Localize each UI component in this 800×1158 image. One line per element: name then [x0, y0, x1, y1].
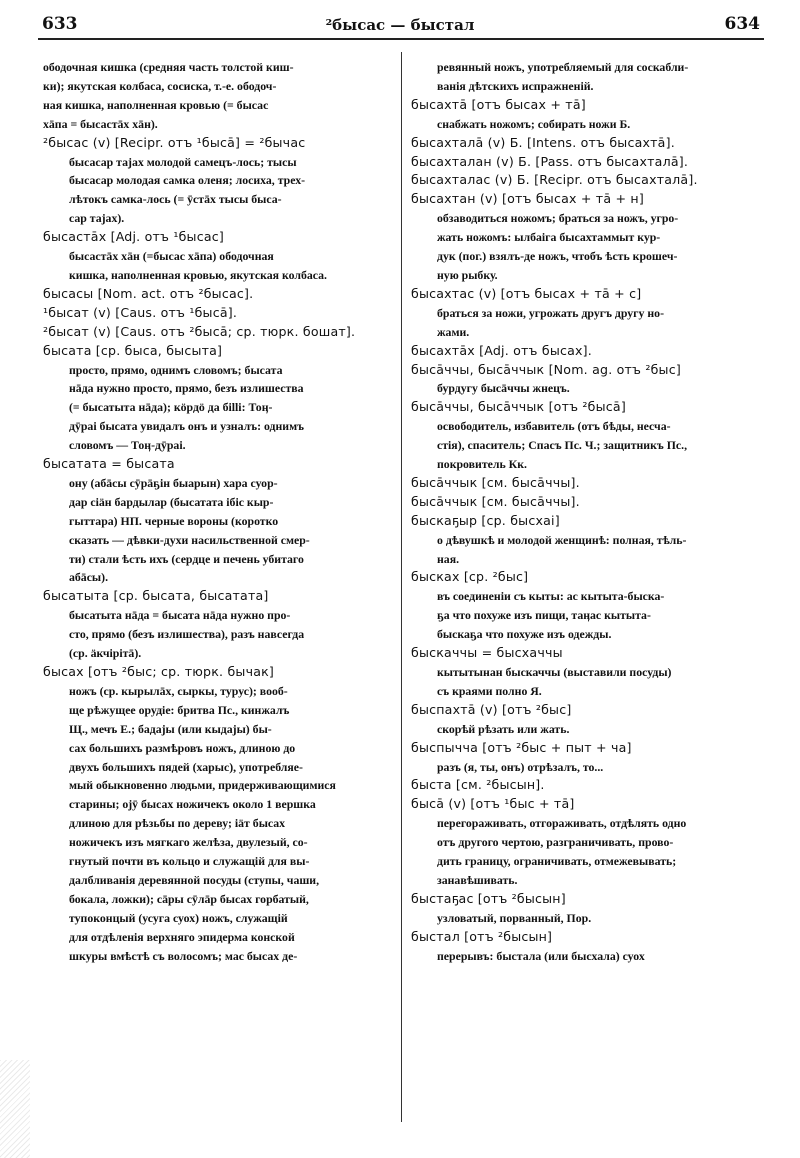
page-edge-shadow: [0, 1060, 30, 1158]
entry-text-line: тупоконцый (усуга суох) ножъ, служащій: [69, 910, 288, 925]
entry-text-line: бысасар тајах молодой самецъ-лось; тысы: [69, 154, 297, 169]
entry-headword-line: бысāччы, бысāччык [Nom. ag. отъ ²быс]: [411, 361, 681, 377]
entry-text-line: ножъ (ср. кырылāх, сыркы, турус); вооб-: [69, 683, 288, 698]
entry-headword-line: бысахталас (v) Б. [Recipr. отъ бысахталā].: [411, 172, 698, 188]
entry-text-line: скорѣй рѣзать или жать.: [437, 721, 570, 736]
entry-headword-line: быстаҕас [отъ ²бысын]: [411, 890, 566, 906]
entry-headword-line: бысāччык [см. бысāччы].: [411, 493, 580, 509]
running-head: ²бысас — быстал: [325, 16, 475, 34]
entry-text-line: двухъ большихъ пядей (харыс), употребляе-: [69, 759, 303, 774]
entry-text-line: о дѣвушкѣ и молодой женщинѣ: полная, тѣль-: [437, 532, 687, 547]
entry-headword-line: ¹бысат (v) [Caus. отъ ¹бысā].: [43, 304, 238, 320]
entry-text-line: жами.: [437, 324, 470, 339]
entry-text-line: (= бысатыта нāда); кӧрдӧ да біllі: Тоӊ-: [69, 400, 273, 415]
entry-text-line: отъ другого чертою, разграничивать, прово-: [437, 835, 674, 850]
entry-text-line: сказать — дѣвки-духи насильственной смер-: [69, 532, 310, 547]
entry-headword-line: бысата [ср. быса, бысыта]: [43, 342, 223, 358]
entry-text-line: Щ., мечъ Е.; бадаjы (или кыдаjы) бы-: [69, 721, 272, 736]
page-header: [0, 10, 800, 40]
entry-text-line: ная.: [437, 551, 460, 566]
entry-text-line: съ краями полно Я.: [437, 683, 542, 698]
entry-headword-line: бысāччы, бысāччык [отъ ²бысā]: [411, 399, 626, 415]
entry-headword-line: бысахталан (v) Б. [Pass. отъ бысахталā].: [411, 153, 689, 169]
column-divider: [401, 52, 402, 1122]
entry-text-line: занавѣшивать.: [437, 872, 518, 887]
entry-headword-line: бысатыта [ср. бысата, бысатата]: [43, 588, 269, 604]
entry-headword-line: бысахтā [отъ бысах + тā]: [411, 96, 586, 112]
entry-text-line: ревянный ножъ, употребляемый для соскабли-: [437, 60, 689, 74]
entry-text-line: ки); якутская колбаса, сосиска, т.-е. ободоч-: [43, 78, 277, 93]
entry-headword-line: быспычча [отъ ²быс + пыт + ча]: [411, 739, 632, 755]
entry-text-line: (ср. äкчірітā).: [69, 646, 142, 661]
entry-text-line: хāпа = бысастāх хāн).: [43, 116, 158, 131]
entry-headword-line: ²бысат (v) [Caus. отъ ²бысā; ср. тюрк. бошат].: [43, 323, 356, 339]
entry-text-line: дар сіäн бардылар (бысатата ібіс кыр-: [69, 494, 274, 509]
entry-text-line: бурдугу бысāччы жнецъ.: [437, 381, 570, 396]
entry-text-line: бысасар молодая самка оленя; лосиха, трех-: [69, 173, 306, 188]
entry-text-line: узловатый, порванный, Пор.: [437, 910, 592, 925]
entry-text-line: бокала, ложки); сāры сӯлāр бысах горбатый,: [69, 891, 309, 906]
entry-text-line: абāсы).: [69, 570, 109, 585]
entry-text-line: нāда нужно просто, прямо, безъ излишества: [69, 381, 304, 396]
entry-text-line: въ соединеніи съ кыты: ас кытыта-быска-: [437, 589, 665, 604]
entry-headword-line: бысатата = бысата: [43, 456, 175, 472]
entry-text-line: освободитель, избавитель (отъ бѣды, несча-: [437, 419, 671, 434]
entry-text-line: длиною для рѣзьбы по дереву; іäт бысах: [69, 816, 286, 831]
entry-headword-line: бысахталā (v) Б. [Intens. отъ бысахтā].: [411, 134, 675, 150]
entry-headword-line: бысахтан (v) [отъ бысах + тā + н]: [411, 191, 644, 207]
entry-headword-line: быскаҕыр [ср. бысхаі]: [411, 512, 560, 528]
entry-text-line: сар тајах).: [69, 211, 125, 226]
entry-text-line: покровитель Кк.: [437, 457, 527, 472]
entry-text-line: снабжать ножомъ; собирать ножи Б.: [437, 116, 631, 131]
entry-text-line: ванія дѣтскихъ испражненій.: [437, 78, 594, 93]
entry-text-line: браться за ножи, угрожать другъ другу но-: [437, 305, 664, 320]
entry-text-line: дӯраі бысата увидалъ онъ и узналъ: однимъ: [69, 419, 305, 434]
entry-text-line: словомъ — Тоӊ-дӯраі.: [69, 438, 186, 453]
entry-text-line: лѣтокъ самка-лось (= ӯстāх тысы быса-: [69, 192, 282, 207]
header-rule: [38, 38, 764, 40]
entry-headword-line: ²бысас (v) [Recipr. отъ ¹бысā] = ²бычас: [43, 134, 306, 150]
entry-text-line: жать ножомъ: ылбаіга бысахтаммыт кур-: [437, 230, 661, 245]
entry-text-line: ти) стали ѣсть ихъ (сердце и печень убитаго: [69, 551, 304, 566]
entry-text-line: ободочная кишка (средняя часть толстой киш-: [43, 60, 294, 74]
entry-text-line: дук (пог.) взялъ-де ножъ, чтобъ ѣсть крошеч-: [437, 249, 678, 264]
entry-text-line: разъ (я, ты, онъ) отрѣзалъ, то...: [437, 759, 604, 774]
entry-headword-line: бысастāх [Adj. отъ ¹бысас]: [43, 229, 224, 245]
entry-text-line: ная кишка, наполненная кровью (= бысас: [43, 97, 269, 112]
entry-text-line: быскаҕа что похуже изъ одежды.: [437, 627, 612, 642]
entry-text-line: кытытынан быскаччы (выставили посуды): [437, 665, 672, 679]
right-page-number: 634: [724, 14, 760, 34]
entry-text-line: просто, прямо, однимъ словомъ; бысата: [69, 362, 283, 377]
entry-text-line: старины; оjӯ бысах ножичекъ около 1 вершка: [69, 797, 316, 812]
left-column: [43, 58, 393, 966]
entry-headword-line: быста [см. ²бысын].: [411, 777, 545, 793]
left-page-number: 633: [42, 14, 78, 34]
entry-text-line: ще рѣжущее орудіе: бритва Пс., кинжалъ: [69, 702, 290, 717]
entry-text-line: бысатыта нāда = бысата нāда нужно про-: [69, 608, 291, 623]
entry-text-line: ножичекъ изъ мягкаго желѣза, двулезый, со-: [69, 835, 308, 850]
entry-text-line: дить границу, ограничивать, отмежевывать;: [437, 854, 677, 869]
right-column: [411, 58, 761, 966]
entry-text-line: гыттара) НП. черные вороны (коротко: [69, 513, 279, 528]
entry-headword-line: быскаччы = бысхаччы: [411, 645, 563, 661]
entry-headword-line: бысā (v) [отъ ¹быс + тā]: [411, 796, 575, 812]
entry-text-line: кишка, наполненная кровью, якутская колбаса.: [69, 267, 327, 282]
entry-text-line: бысастāх хāн (=бысас хāпа) ободочная: [69, 249, 274, 264]
entry-text-line: перерывъ: быстала (или бысхала) суох: [437, 948, 645, 963]
entry-text-line: сто, прямо (безъ излишества), разъ навсегда: [69, 627, 305, 642]
entry-text-line: шкуры вмѣстѣ съ волосомъ; мас бысах де-: [69, 948, 298, 963]
entry-text-line: гнутый почти въ кольцо и служащій для вы-: [69, 854, 310, 869]
entry-headword-line: быстал [отъ ²бысын]: [411, 928, 553, 944]
entry-headword-line: бысахтас (v) [отъ бысах + тā + с]: [411, 285, 642, 301]
entry-text-line: сах большихъ размѣровъ ножъ, длиною до: [69, 740, 296, 755]
entry-text-line: ную рыбку.: [437, 267, 498, 282]
entry-headword-line: быскаx [ср. ²быс]: [411, 569, 529, 585]
entry-headword-line: бысāччык [см. бысāччы].: [411, 474, 580, 490]
entry-text-line: мый обыкновенно людьми, придерживающимися: [69, 778, 336, 793]
entry-text-line: ҕа что похуже изъ пищи, таӊас кытыта-: [437, 608, 651, 623]
entry-text-line: перегораживать, отгораживать, отдѣлять одно: [437, 816, 687, 831]
entry-text-line: ону (абāсы сӯрāҕін быарын) хара суор-: [69, 475, 278, 490]
entry-text-line: стія), спаситель; Спасъ Пс. Ч.; защитникъ Пс.,: [437, 438, 688, 453]
entry-text-line: далбливанія деревянной посуды (ступы, чаши,: [69, 872, 320, 887]
entry-headword-line: бысахтāх [Adj. отъ бысах].: [411, 342, 592, 358]
entry-text-line: обзаводиться ножомъ; браться за ножъ, угро-: [437, 211, 679, 226]
entry-text-line: для отдѣленія верхняго эпидерма конской: [69, 929, 295, 944]
entry-headword-line: бысасы [Nom. act. отъ ²бысас].: [43, 285, 254, 301]
entry-headword-line: быспахтā (v) [отъ ²быс]: [411, 701, 572, 717]
entry-headword-line: бысах [отъ ²быс; ср. тюрк. бычак]: [43, 664, 275, 679]
